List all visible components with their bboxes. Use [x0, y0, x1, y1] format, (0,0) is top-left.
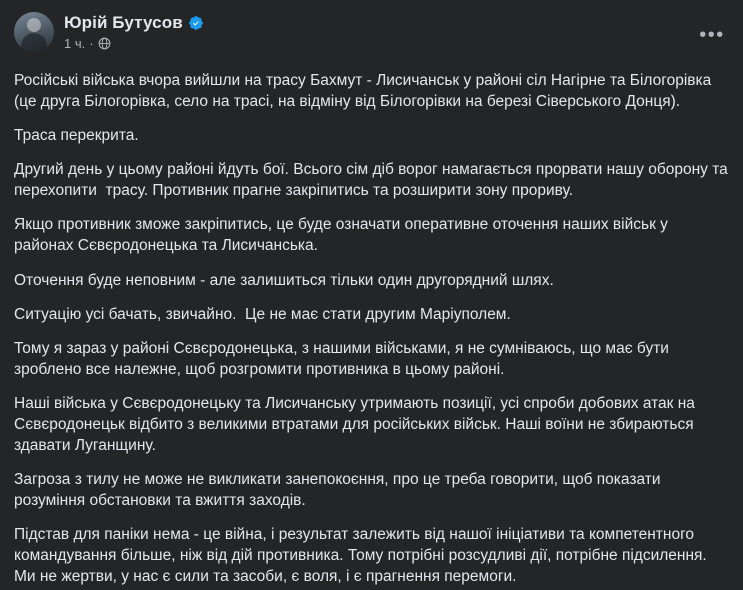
author-name-row: [64, 13, 204, 33]
verified-badge-icon: [188, 15, 204, 31]
post-paragraph: Якщо противник зможе закріпитись, це буде означати оперативне оточення наших військ у районах Сєвєродонецька та Лисичанська.: [14, 216, 673, 255]
post-meta: [64, 36, 204, 51]
author-name[interactable]: Юрій Бутусов: [64, 13, 183, 32]
post-paragraph: Наші війська у Сєвєродонецьку та Лисичанську утримають позиції, усі спроби добових атак на Сєвєродонецьк відбито з великими втратами для російських військ. Наші воїни не збираються здавати Луганщину.: [14, 394, 700, 455]
avatar[interactable]: [14, 12, 54, 52]
post-timestamp[interactable]: 1 ч.: [64, 36, 86, 51]
post-paragraph: Оточення буде неповним - але залишиться тільки один другорядний шлях.: [14, 271, 554, 289]
globe-icon[interactable]: [98, 37, 111, 50]
post-paragraph: Тому я зараз у районі Сєвєродонецька, з нашими військами, я не сумніваюсь, що має бути зроблено все належне, щоб розгромити противника в цьому районі.: [14, 339, 674, 378]
post-paragraph: Російські війська вчора вийшли на трасу Бахмут - Лисичанськ у районі сіл Нагірне та Білогорівка (це друга Білогорівка, село на трасі, на відміну від Білогорівки на березі Сіверського Донця).: [14, 72, 716, 111]
meta-separator: ·: [89, 36, 94, 51]
post-header: [14, 12, 729, 60]
post-paragraph: Ситуацію усі бачать, звичайно. Це не має стати другим Маріуполем.: [14, 305, 511, 323]
post-text: [14, 70, 733, 587]
post-paragraph: Другий день у цьому районі йдуть бої. Всього сім діб ворог намагається прорвати нашу оборону та перехопити трасу. Противник прагне закріпитись та розширити зону прориву.: [14, 161, 733, 200]
post-author-block: [64, 12, 204, 51]
post-paragraph: Загроза з тилу не може не викликати занепокоєння, про це треба говорити, щоб показати розуміння обстановки та вжиття заходів.: [14, 471, 665, 510]
post-options-button[interactable]: •••: [699, 24, 725, 46]
post-paragraph: Траса перекрита.: [14, 127, 139, 145]
post-paragraph: Підстав для паніки нема - це війна, і результат залежить від нашої ініціативи та компетентного командування більше, ніж від дій противника. Тому потрібні розсудливі дії, потрібне підсилення. Ми не жертви, у нас є сили та засоби, є воля, і є прагнення перемоги.: [14, 526, 712, 586]
